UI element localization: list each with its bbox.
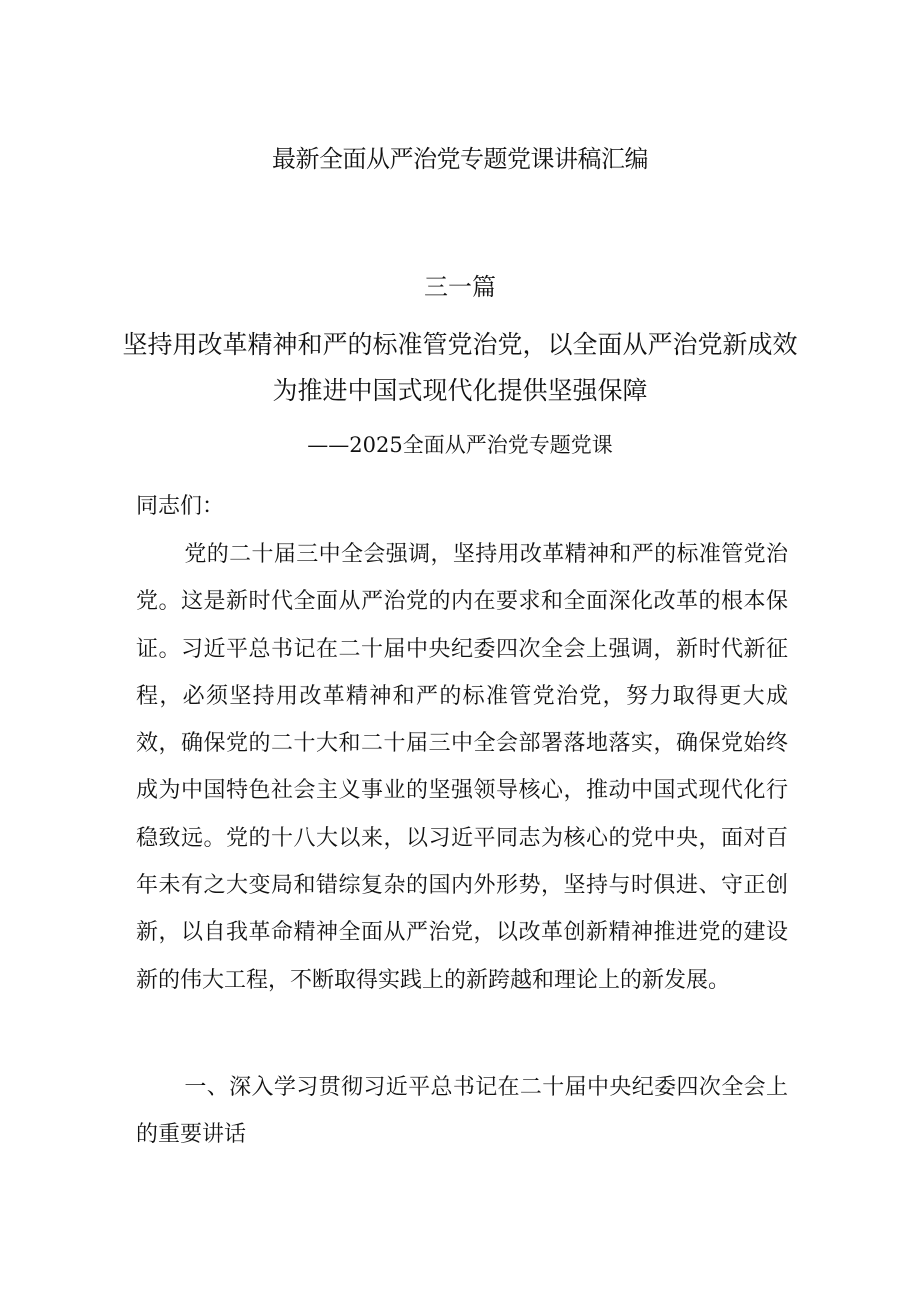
body-paragraph-intro: 党的二十届三中全会强调，坚持用改革精神和严的标准管党治党。这是新时代全面从严治党的内在要求和全面深化改革的根本保证。习近平总书记在二十届中央纪委四次全会上强调，新时代新征程，必须坚持用改革精神和严的标准管党治党，努力取得更大成效，确保党的二十大和二十届三中全会部署落地落实，确保党始终成为中国特色社会主义事业的坚强领导核心，推动中国式现代化行稳致远。党的十八大以来，以习近平同志为核心的党中央，面对百年未有之大变局和错综复杂的国内外形势，坚持与时俱进、守正创新，以自我革命精神全面从严治党，以改革创新精神推进党的建设新的伟大工程，不断取得实践上的新跨越和理论上的新发展。 — [136, 542, 788, 993]
document-title: 最新全面从严治党专题党课讲稿汇编 — [272, 145, 648, 173]
article-subtitle: ——2025全面从严治党专题党课 — [307, 433, 613, 457]
section-label: 三一篇 — [424, 273, 496, 301]
salutation: 同志们： — [136, 494, 225, 519]
article-headline: 坚持用改革精神和严的标准管党治党，以全面从严治党新成效为推进中国式现代化提供坚强保障 — [122, 330, 798, 405]
section-heading-1: 一、深入学习贯彻习近平总书记在二十届中央纪委四次全会上的重要讲话 — [136, 1075, 788, 1148]
